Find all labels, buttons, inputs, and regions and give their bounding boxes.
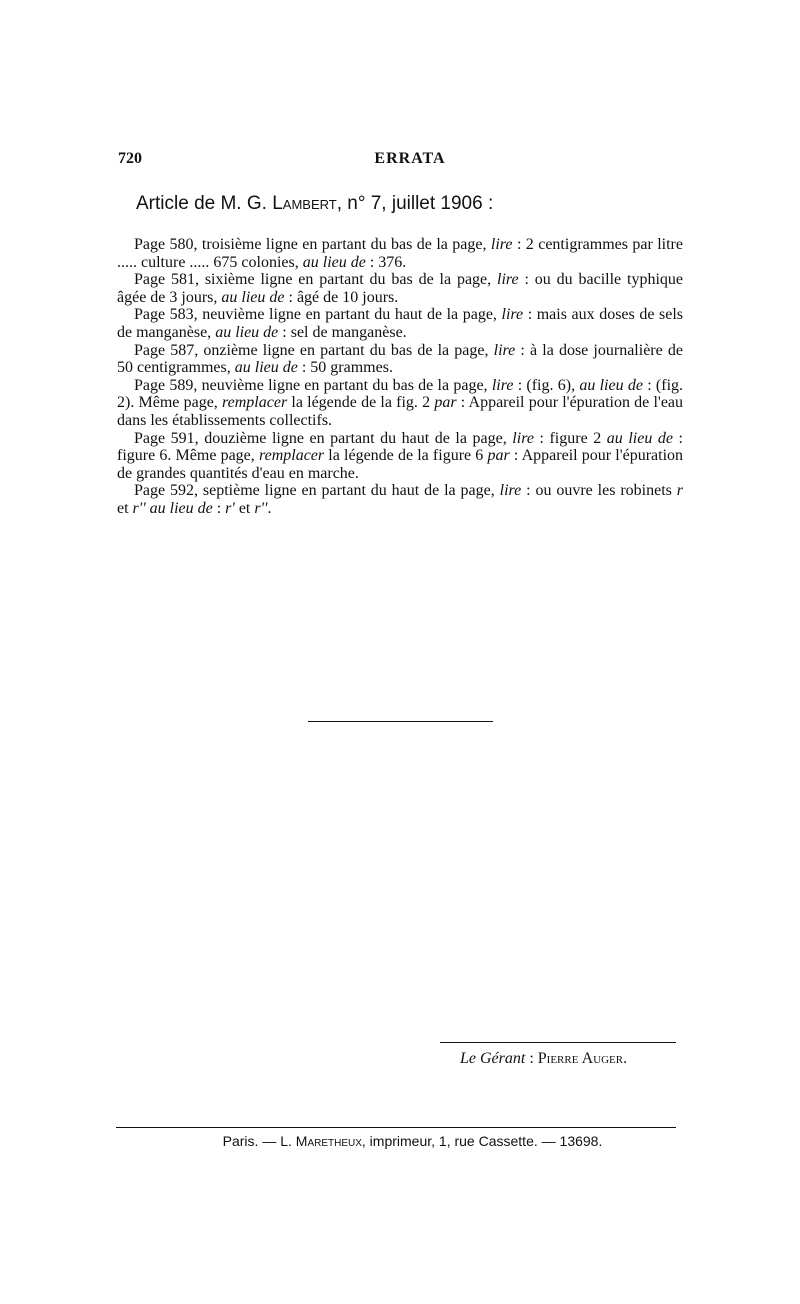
erratum-text: Page 580, troisième ligne en partant du bas de la page, (134, 236, 491, 253)
imprint-city: Paris. — L. (222, 1133, 296, 1149)
erratum-text: : à la dose journalière de 50 centigrammes, (117, 341, 683, 377)
erratum-italic: au lieu de (302, 253, 366, 271)
erratum-item (117, 306, 683, 341)
erratum-italic: au lieu de (234, 359, 298, 377)
erratum-text: : figure 6. Même page, (117, 429, 683, 465)
erratum-item (117, 342, 683, 377)
erratum-text: Page 581, sixième ligne en partant du bas de la page, (134, 271, 498, 289)
erratum-text: la légende de la figure 6 (324, 447, 488, 465)
erratum-italic: au lieu de (579, 376, 643, 394)
erratum-italic: r' (225, 499, 235, 517)
erratum-text: : 2 centigrammes par litre ..... culture ..... 675 colonies, (117, 236, 683, 271)
erratum-text: Page 589, neuvième ligne en partant du bas de la page, (134, 376, 492, 394)
signature-rule (440, 1042, 676, 1043)
erratum-text: : figure 2 (533, 429, 607, 447)
running-head: ERRATA (374, 150, 446, 167)
erratum-italic: au lieu de (221, 288, 285, 306)
page-number: 720 (118, 150, 142, 167)
erratum-text: et (234, 499, 255, 517)
erratum-text: la légende de la fig. 2 (287, 394, 435, 412)
erratum-text: : (fig. 6), (513, 376, 580, 394)
erratum-italic: par (487, 447, 510, 465)
erratum-italic: lire (490, 236, 513, 253)
erratum-italic: au lieu de (215, 323, 279, 341)
erratum-text: Page 592, septième ligne en partant du haut de la page, (134, 482, 500, 500)
erratum-text: Page 587, onzième ligne en partant du bas de la page, (134, 341, 494, 359)
erratum-text: : sel de manganèse. (278, 323, 407, 341)
section-divider (308, 721, 493, 722)
erratum-item (117, 236, 683, 271)
signature-name: Pierre Auger. (537, 1050, 628, 1067)
erratum-item (117, 482, 683, 517)
erratum-italic: remplacer (222, 394, 288, 412)
erratum-text: : Appareil pour l'épuration de grandes quantités d'eau en marche. (117, 447, 684, 482)
erratum-item (117, 377, 683, 430)
erratum-italic: lire (499, 482, 522, 500)
article-suffix: , n° 7, juillet 1906 : (336, 193, 494, 214)
erratum-italic: r (676, 482, 683, 500)
erratum-text: : (212, 499, 226, 517)
erratum-text: : ou du bacille typhique âgée de 3 jours, (117, 271, 684, 306)
erratum-item (117, 430, 683, 483)
erratum-italic: lire (497, 271, 519, 289)
signature-separator: : (525, 1050, 538, 1067)
erratum-italic: lire (501, 306, 524, 324)
erratum-text: et (117, 499, 133, 517)
erratum-italic: au lieu de (606, 429, 673, 447)
erratum-italic: remplacer (258, 447, 325, 465)
erratum-text: Page 583, neuvième ligne en partant du haut de la page, (134, 306, 502, 324)
erratum-text: : âgé de 10 jours. (284, 288, 399, 306)
erratum-text: . (267, 499, 272, 517)
article-title (136, 193, 493, 215)
erratum-text: : Appareil pour l'épuration de l'eau dans les établissements collectifs. (117, 394, 684, 429)
erratum-text: : 50 grammes. (297, 359, 393, 377)
erratum-text: : (fig. 2). Même page, (117, 376, 684, 412)
footer-rule (116, 1127, 676, 1128)
erratum-text: : 376. (365, 253, 407, 271)
article-prefix: Article de M. G. (136, 193, 267, 214)
imprint-rest: , imprimeur, 1, rue Cassette. — 13698. (361, 1133, 603, 1149)
erratum-italic: lire (512, 429, 534, 447)
erratum-italic: lire (491, 376, 514, 394)
imprint-printer: Maretheux (295, 1133, 362, 1149)
erratum-italic: lire (493, 341, 516, 359)
erratum-item (117, 271, 683, 306)
erratum-italic: au lieu de (149, 499, 213, 517)
imprint (0, 1133, 800, 1149)
erratum-italic: r'' (254, 499, 268, 517)
erratum-italic: par (434, 394, 457, 412)
erratum-italic: r'' (132, 499, 146, 517)
erratum-text: : ou ouvre les robinets (521, 482, 677, 500)
erratum-text: Page 591, douzième ligne en partant du haut de la page, (134, 429, 513, 447)
article-author: Lambert (272, 193, 337, 214)
signature (460, 1050, 627, 1068)
erratum-text: : mais aux doses de sels de manganèse, (117, 306, 683, 341)
signature-title: Le Gérant (460, 1050, 526, 1067)
errata-body (117, 236, 683, 518)
